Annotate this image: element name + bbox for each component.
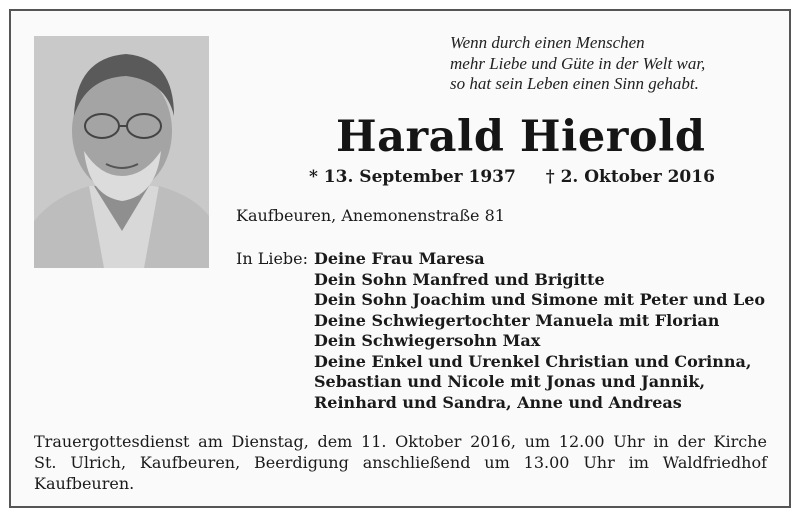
funeral-service-info [34, 431, 767, 494]
mourner-line: Reinhard und Sandra, Anne und Andreas [314, 392, 682, 412]
service-line: Kaufbeuren. [34, 474, 135, 493]
portrait-photo [34, 36, 209, 268]
mourners-list [314, 249, 765, 413]
mourner-line: Sebastian und Nicole mit Jonas und Jannik, [314, 372, 706, 391]
birth-date: * 13. September 1937 [309, 167, 516, 187]
mourner-line: Deine Enkel und Urenkel Christian und Corinna, [314, 351, 752, 371]
mourner-line: Deine Schwiegertochter Manuela mit Florian [314, 310, 720, 330]
motto-line: mehr Liebe und Güte in der Welt war, [450, 53, 706, 73]
mourner-line: Dein Sohn Joachim und Simone mit Peter und Leo [314, 290, 766, 309]
death-date: † 2. Oktober 2016 [545, 167, 715, 187]
portrait-illustration [34, 36, 209, 268]
address: Kaufbeuren, Anemonenstraße 81 [236, 206, 505, 225]
service-line: Trauergottesdienst am Dienstag, dem 11. Oktober 2016, um 12.00 Uhr in der Kirche [34, 432, 767, 451]
life-dates [309, 167, 715, 187]
mourner-line: Deine Frau Maresa [314, 249, 485, 268]
mourner-line: Dein Sohn Manfred und Brigitte [314, 269, 605, 289]
service-line: St. Ulrich, Kaufbeuren, Beerdigung anschließend um 13.00 Uhr im Waldfriedhof [34, 453, 767, 472]
mourners-label: In Liebe: [236, 249, 309, 268]
motto-quote [450, 33, 770, 95]
motto-line: so hat sein Leben einen Sinn gehabt. [450, 74, 699, 93]
motto-line: Wenn durch einen Menschen [450, 33, 645, 52]
mourner-line: Dein Schwiegersohn Max [314, 331, 541, 350]
deceased-name: Harald Hierold [336, 112, 706, 162]
